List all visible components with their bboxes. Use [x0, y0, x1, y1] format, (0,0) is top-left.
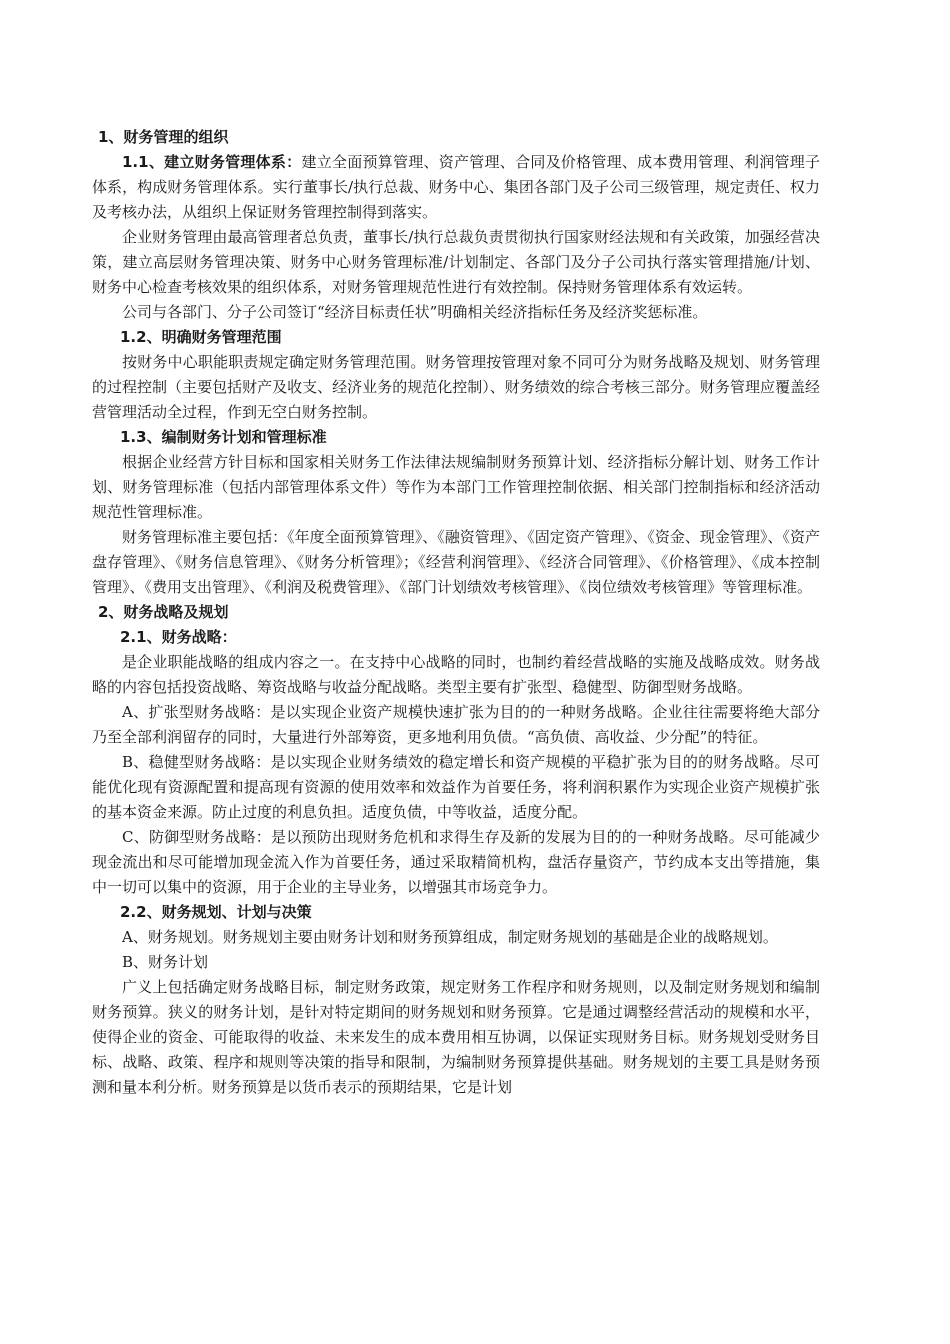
section-2-2-heading: 2.2、财务规划、计划与决策: [120, 903, 312, 921]
section-2-1-paragraph-a: A、扩张型财务战略：是以实现企业资产规模快速扩张为目的的一种财务战略。企业往往需要将绝大部分乃至全部利润留存的同时，大量进行外部筹资，更多地利用负债。“高负债、高收益、少分配”的特征。: [92, 703, 820, 746]
section-2-2-paragraph-a: A、财务规划。财务规划主要由财务计划和财务预算组成，制定财务规划的基础是企业的战略规划。: [122, 928, 778, 946]
document-page: [92, 125, 820, 1100]
section-2-1-paragraph: 是企业职能战略的组成内容之一。在支持中心战略的同时，也制约着经营战略的实施及战略成效。财务战略的内容包括投资战略、筹资战略与收益分配战略。类型主要有扩张型、稳健型、防御型财务战略。: [92, 653, 820, 696]
section-1-2-heading: 1.2、明确财务管理范围: [120, 328, 282, 346]
section-2-1-paragraph-c: C、防御型财务战略：是以预防出现财务危机和求得生存及新的发展为目的的一种财务战略。尽可能减少现金流出和尽可能增加现金流入作为首要任务，通过采取精简机构，盘活存量资产，节约成本支出等措施，集中一切可以集中的资源，用于企业的主导业务，以增强其市场竞争力。: [92, 828, 820, 896]
section-2-title: 2、财务战略及规划: [98, 603, 229, 621]
section-2-2-paragraph-b: B、财务计划: [122, 953, 209, 971]
section-2-1-paragraph-b: B、稳健型财务战略：是以实现企业财务绩效的稳定增长和资产规模的平稳扩张为目的的财务战略。尽可能优化现有资源配置和提高现有资源的使用效率和效益作为首要任务，将利润积累作为实现企业资产规模扩张的基本资金来源。防止过度的利息负担。适度负债，中等收益，适度分配。: [92, 753, 820, 821]
section-1-1-paragraph-2: 企业财务管理由最高管理者总负责，董事长/执行总裁负责贯彻执行国家财经法规和有关政策，加强经营决策，建立高层财务管理决策、财务中心财务管理标准/计划制定、各部门及分子公司执行落实管理措施/计划、财务中心检查考核效果的组织体系，对财务管理规范性进行有效控制。保持财务管理体系有效运转。: [92, 228, 820, 296]
section-2-2-paragraph: 广义上包括确定财务战略目标，制定财务政策，规定财务工作程序和财务规则，以及制定财务规划和编制财务预算。狭义的财务计划，是针对特定期间的财务规划和财务预算。它是通过调整经营活动的规模和水平，使得企业的资金、可能取得的收益、未来发生的成本费用相互协调，以保证实现财务目标。财务规划受财务目标、战略、政策、程序和规则等决策的指导和限制，为编制财务预算提供基础。财务规划的主要工具是财务预测和量本利分析。财务预算是以货币表示的预期结果，它是计划: [92, 978, 820, 1096]
section-1-1-text: 建立全面预算管理、资产管理、合同及价格管理、成本费用管理、利润管理子体系，构成财务管理体系。实行董事长/执行总裁、财务中心、集团各部门及子公司三级管理，规定责任、权力及考核办法，从组织上保证财务管理控制得到落实。: [92, 153, 820, 221]
section-1-title: 1、财务管理的组织: [98, 128, 229, 146]
section-1-3-paragraph: 根据企业经营方针目标和国家相关财务工作法律法规编制财务预算计划、经济指标分解计划、财务工作计划、财务管理标准（包括内部管理体系文件）等作为本部门工作管理控制依据、相关部门控制指标和经济活动规范性管理标准。: [92, 453, 820, 521]
section-1-3-heading: 1.3、编制财务计划和管理标准: [120, 428, 327, 446]
section-1-1-paragraph-3: 公司与各部门、分子公司签订“经济目标责任状”明确相关经济指标任务及经济奖惩标准。: [122, 303, 708, 321]
section-1-3-paragraph-2: 财务管理标准主要包括：《年度全面预算管理》、《融资管理》、《固定资产管理》、《资金、现金管理》、《资产盘存管理》、《财务信息管理》、《财务分析管理》；《经营利润管理》、《经济合同管理》、《价格管理》、《成本控制管理》、《费用支出管理》、《利润及税费管理》、《部门计划绩效考核管理》、《岗位绩效考核管理》等管理标准。: [92, 528, 820, 596]
section-2-1-heading: 2.1、财务战略：: [120, 628, 237, 646]
section-1-1-paragraph: [92, 150, 820, 225]
section-1-2-paragraph: 按财务中心职能职责规定确定财务管理范围。财务管理按管理对象不同可分为财务战略及规划、财务管理的过程控制（主要包括财产及收支、经济业务的规范化控制）、财务绩效的综合考核三部分。财务管理应覆盖经营管理活动全过程，作到无空白财务控制。: [92, 353, 820, 421]
section-1-1-heading: 1.1、建立财务管理体系：: [122, 153, 302, 171]
